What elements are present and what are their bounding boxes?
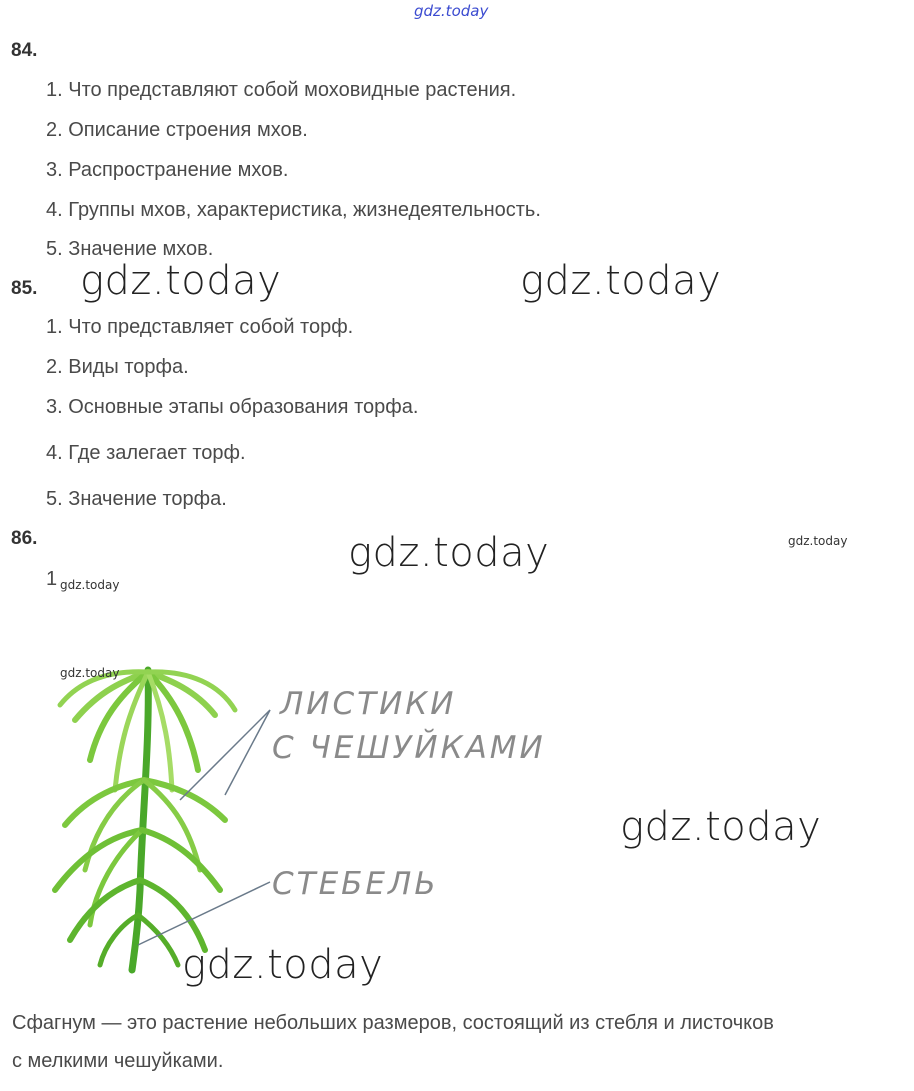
watermark-3: gdz.today bbox=[348, 530, 550, 576]
watermark-top: gdz.today bbox=[414, 2, 489, 20]
task-84-item-1: 1. Что представляют собой моховидные растения. bbox=[46, 79, 517, 101]
task-86-number: 86. bbox=[11, 528, 38, 549]
sphagnum-illustration bbox=[30, 660, 280, 980]
label-leaves-line-2: С ЧЕШУЙКАМИ bbox=[272, 730, 546, 766]
task-85-item-1: 1. Что представляет собой торф. bbox=[46, 316, 354, 338]
watermark-5: gdz.today bbox=[182, 942, 384, 988]
task-84-number: 84. bbox=[11, 40, 38, 61]
task-84-item-4: 4. Группы мхов, характеристика, жизнедеятельность. bbox=[46, 199, 541, 221]
task-86-paragraph-line-2: с мелкими чешуйками. bbox=[12, 1050, 224, 1072]
task-85-number: 85. bbox=[11, 278, 38, 299]
sphagnum-plant-drawing bbox=[30, 660, 280, 980]
task-84-item-5: 5. Значение мхов. bbox=[46, 238, 214, 260]
task-85-item-5: 5. Значение торфа. bbox=[46, 488, 227, 510]
watermark-small-1: gdz.today bbox=[788, 534, 848, 548]
task-84-item-2: 2. Описание строения мхов. bbox=[46, 119, 308, 141]
watermark-small-3: gdz.today bbox=[60, 666, 120, 680]
task-85-item-3: 3. Основные этапы образования торфа. bbox=[46, 396, 419, 418]
watermark-2: gdz.today bbox=[520, 258, 722, 304]
task-85-item-2: 2. Виды торфа. bbox=[46, 356, 189, 378]
watermark-1: gdz.today bbox=[80, 258, 282, 304]
watermark-4: gdz.today bbox=[620, 804, 822, 850]
task-86-subnumber: 1 bbox=[46, 568, 58, 590]
task-85-item-4: 4. Где залегает торф. bbox=[46, 442, 246, 464]
label-leaves-line-1: ЛИСТИКИ bbox=[280, 686, 457, 722]
label-stem: СТЕБЕЛЬ bbox=[272, 866, 439, 902]
task-86-paragraph-line-1: Сфагнум — это растение небольших размеров, состоящий из стебля и листочков bbox=[12, 1012, 774, 1034]
watermark-small-2: gdz.today bbox=[60, 578, 120, 592]
task-84-item-3: 3. Распространение мхов. bbox=[46, 159, 289, 181]
